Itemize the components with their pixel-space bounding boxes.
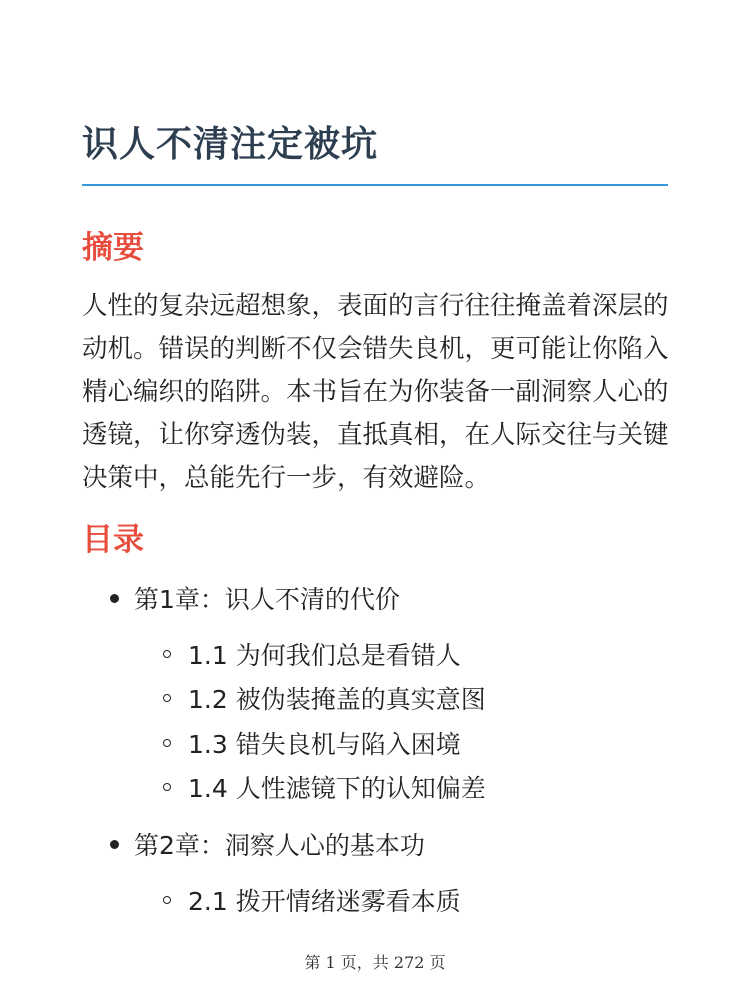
- toc-section-bullet: [163, 739, 171, 747]
- toc-section-1-2[interactable]: 1.2 被伪装掩盖的真实意图: [188, 685, 486, 714]
- toc-chapter-bullet: [110, 594, 119, 603]
- toc-section-1-1[interactable]: 1.1 为何我们总是看错人: [188, 641, 461, 670]
- document-title: 识人不清注定被坑: [82, 124, 379, 165]
- toc-section-bullet: [163, 694, 171, 702]
- summary-paragraph: 人性的复杂远超想象，表面的言行往往掩盖着深层的动机。错误的判断不仅会错失良机，更可能让你陷入精心编织的陷阱。本书旨在为你装备一副洞察人心的透镜，让你穿透伪装，直抵真相，在人际交往与关键决策中，总能先行一步，有效避险。: [82, 291, 669, 493]
- toc-heading: 目录: [82, 522, 144, 558]
- summary-heading: 摘要: [82, 230, 144, 266]
- toc-section-bullet: [163, 783, 171, 791]
- title-divider: [82, 184, 668, 186]
- toc-chapter-bullet: [110, 840, 119, 849]
- toc-chapter-1[interactable]: 第1章：识人不清的代价: [134, 585, 400, 614]
- toc-section-bullet: [163, 650, 171, 658]
- page-number-footer: 第 1 页，共 272 页: [304, 953, 446, 972]
- toc-section-1-4[interactable]: 1.4 人性滤镜下的认知偏差: [188, 774, 486, 803]
- toc-section-bullet: [163, 896, 171, 904]
- toc-chapter-2[interactable]: 第2章：洞察人心的基本功: [134, 831, 425, 860]
- toc-section-1-3[interactable]: 1.3 错失良机与陷入困境: [188, 730, 461, 759]
- toc-section-2-1[interactable]: 2.1 拨开情绪迷雾看本质: [188, 887, 461, 916]
